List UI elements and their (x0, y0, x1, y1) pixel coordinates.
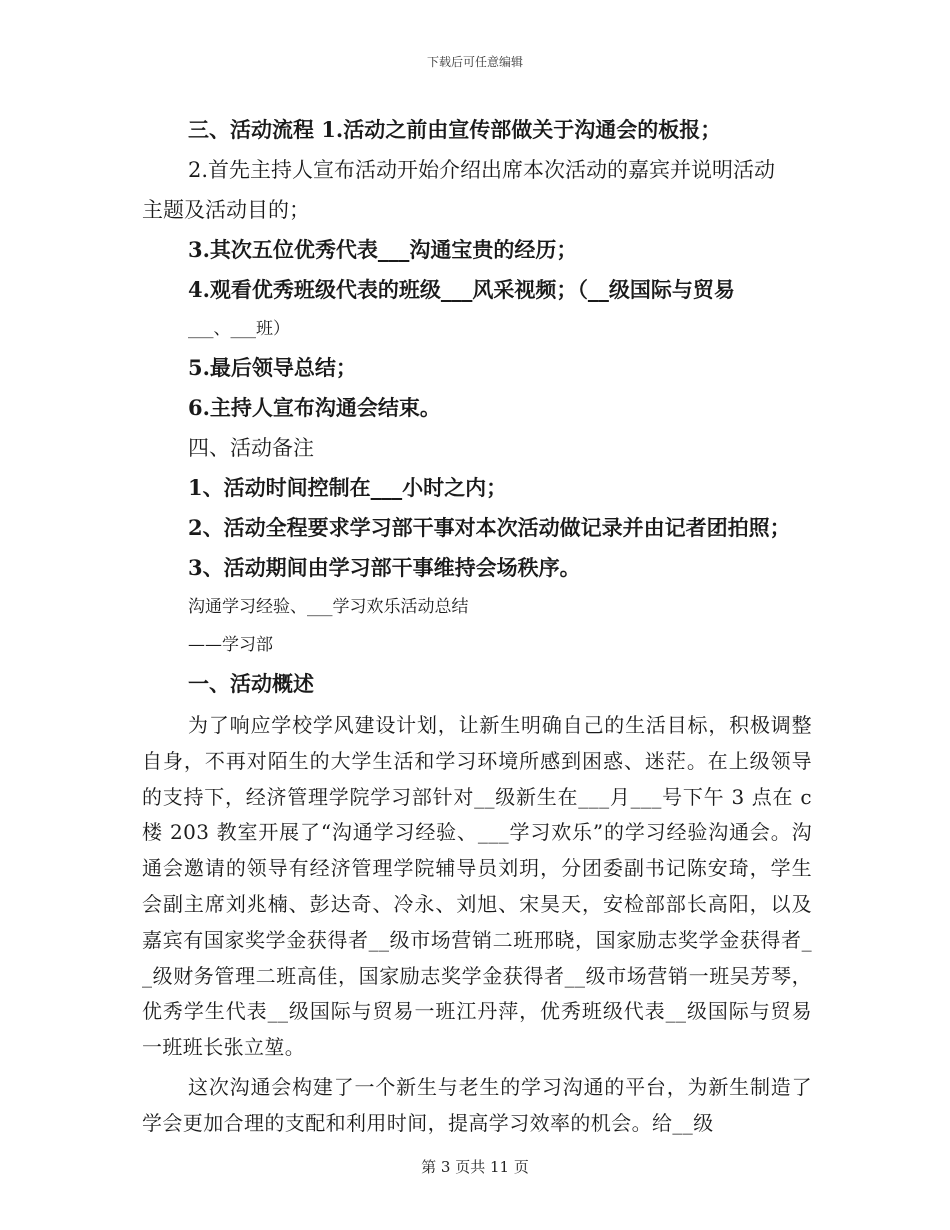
text-line: 1、活动时间控制在___小时之内； (188, 475, 508, 500)
text-line: 6.主持人宣布沟通会结束。 (188, 395, 441, 420)
page-footer: 第 3 页共 11 页 (421, 1158, 529, 1176)
paragraph-overview: 为了响应学校学风建设计划，让新生明确自己的生活目标，积极调整自身，不再对陌生的大学生活和学习环境所感到困惑、迷茫。在上级领导的支持下，经济管理学院学习部针对__级新生在___月___号下午 3 点在 c 楼 203 教室开展了“沟通学习经验、___学习欢乐”的学习经验沟通会。沟通会邀请的领导有经济管理学院辅导员刘玥，分团委副书记陈安琦，学生会副主席刘兆楠、彭达奇、冷永、刘旭、宋昊天，安检部部长高阳，以及嘉宾有国家奖学金获得者__级市场营销二班邢晓，国家励志奖学金获得者__级财务管理二班高佳，国家励志奖学金获得者__级市场营销一班吴芳琴，优秀学生代表__级国际与贸易一班江丹萍，优秀班级代表__级国际与贸易一班班长张立堃。 (142, 713, 812, 1060)
section-lines (142, 110, 812, 704)
text-line: 沟通学习经验、___学习欢乐活动总结 (188, 597, 469, 617)
text-line: 一、活动概述 (188, 671, 314, 696)
text-line: 3.其次五位优秀代表___沟通宝贵的经历； (188, 237, 578, 262)
page-header: 下载后可任意编辑 (426, 55, 523, 69)
text-line: 2、活动全程要求学习部干事对本次活动做记录并由记者团拍照； (188, 515, 791, 540)
text-line: 2.首先主持人宣布活动开始介绍出席本次活动的嘉宾并说明活动 (188, 158, 776, 182)
text-line: ___、___班） (188, 319, 290, 339)
text-line: 主题及活动目的； (142, 198, 310, 222)
document-body (142, 110, 812, 1142)
text-line: 4.观看优秀班级代表的班级___风采视频；（__级国际与贸易 (188, 277, 735, 302)
text-line: 四、活动备注 (188, 436, 314, 460)
text-line: 三、活动流程 1.活动之前由宣传部做关于沟通会的板报； (188, 117, 722, 142)
text-line: ——学习部 (188, 635, 273, 655)
paragraph-summary: 这次沟通会构建了一个新生与老生的学习沟通的平台，为新生制造了学会更加合理的支配和利用时间，提高学习效率的机会。给__级 (142, 1074, 812, 1135)
text-line: 5.最后领导总结； (188, 355, 357, 380)
text-line: 3、活动期间由学习部干事维持会场秩序。 (188, 555, 581, 580)
